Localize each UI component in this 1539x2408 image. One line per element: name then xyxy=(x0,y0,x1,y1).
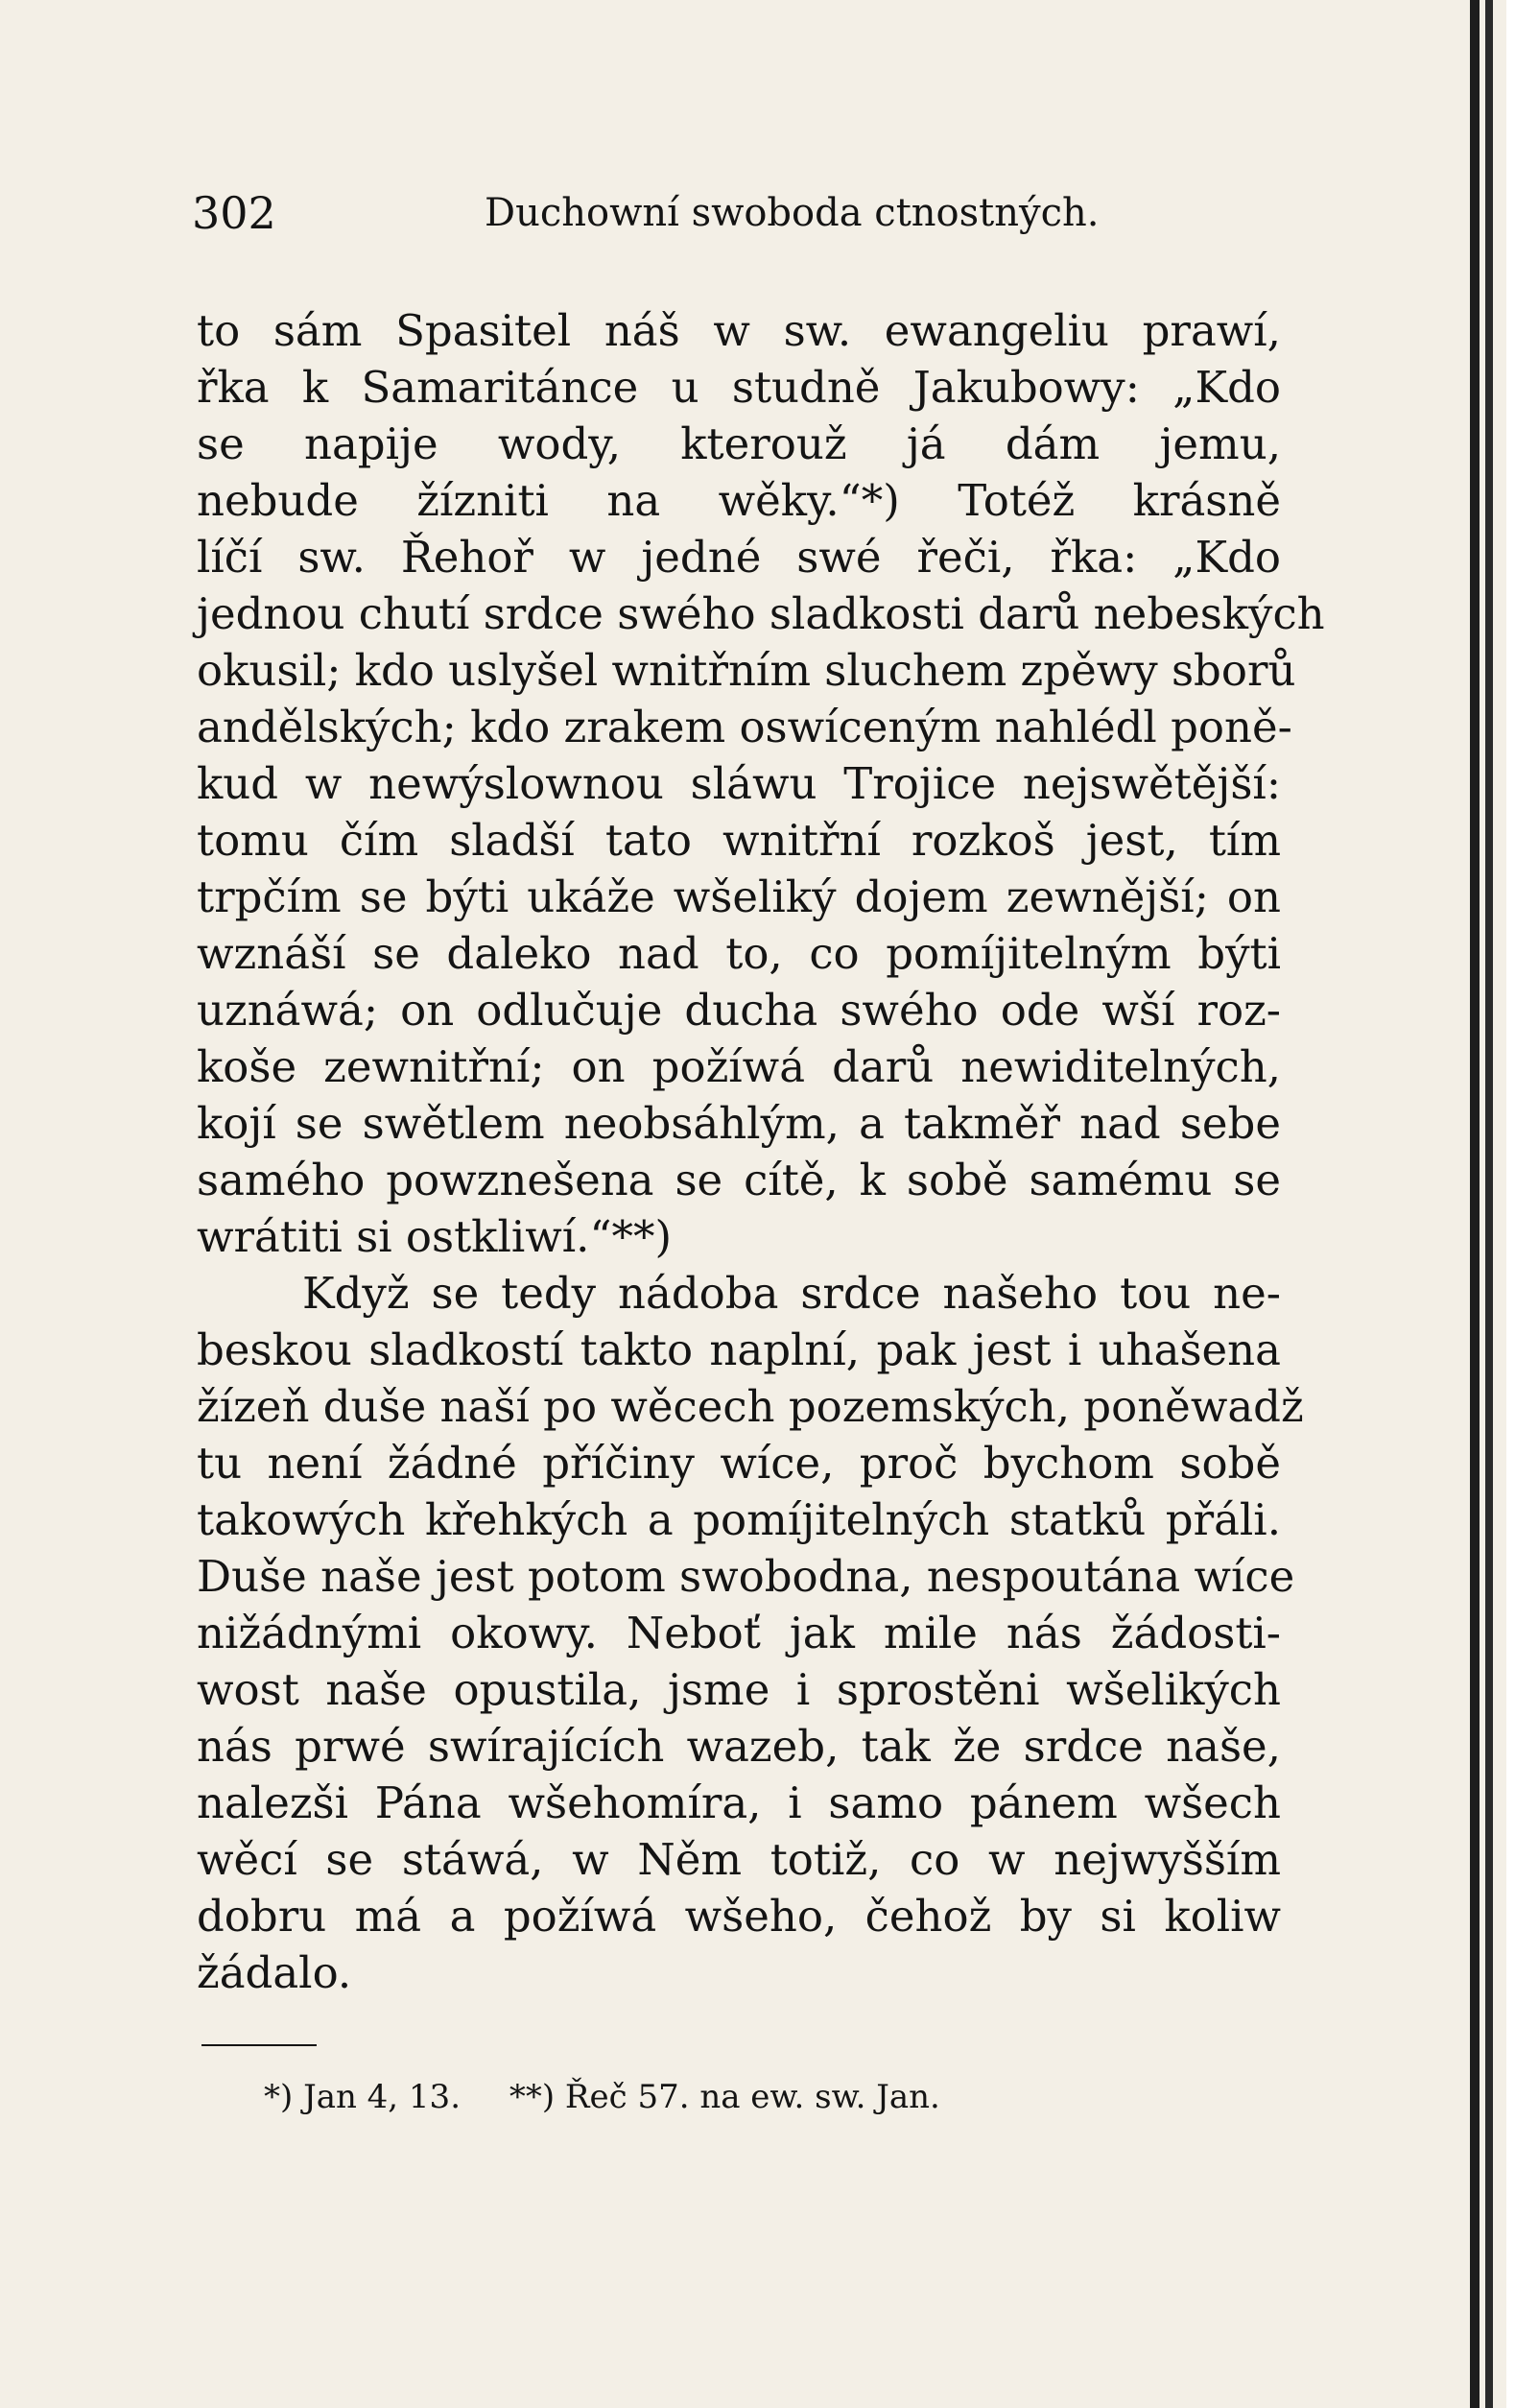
text-line: tomu čím sladší tato wnitřní rozkoš jest, tím xyxy=(197,815,1281,866)
text-line: beskou sladkostí takto naplní, pak jest i uhašena xyxy=(197,1324,1281,1375)
text-line: řka k Samaritánce u studně Jakubowy: „Kdo xyxy=(197,362,1281,413)
page-edge-shadow xyxy=(1485,0,1493,2408)
text-line: wznáší se daleko nad to, co pomíjitelným býti xyxy=(197,928,1281,979)
paragraph-end-line: žádalo. xyxy=(197,1947,352,1998)
text-line: tu není žádné příčiny wíce, proč bychom sobě xyxy=(197,1438,1281,1489)
text-line: jednou chutí srdce swého sladkosti darů nebeských xyxy=(197,588,1325,639)
text-line: žízeň duše naší po wěcech pozemských, poněwadž xyxy=(197,1381,1304,1432)
running-title: Duchowní swoboda ctnostných. xyxy=(485,191,1100,235)
footnote-1: *) Jan 4, 13. xyxy=(264,2078,461,2116)
footnote-2: **) Řeč 57. na ew. sw. Jan. xyxy=(509,2078,940,2116)
text-line: nás prwé swírajících wazeb, tak že srdce naše, xyxy=(197,1721,1281,1772)
paragraph-start-line: Když se tedy nádoba srdce našeho tou ne- xyxy=(302,1268,1281,1319)
text-line: nižádnými okowy. Neboť jak mile nás žádosti- xyxy=(197,1608,1281,1658)
text-line: trpčím se býti ukáže wšeliký dojem zewnější; on xyxy=(197,871,1281,922)
text-line: dobru má a požíwá wšeho, čehož by si koliw xyxy=(197,1891,1281,1942)
text-line: kojí se swětlem neobsáhlým, a takměř nad sebe xyxy=(197,1098,1281,1149)
paragraph-end-line: wrátiti si ostkliwí.“**) xyxy=(197,1211,672,1262)
text-line: andělských; kdo zrakem oswíceným nahlédl poně- xyxy=(197,702,1292,752)
text-line: Duše naše jest potom swobodna, nespoutána wíce xyxy=(197,1551,1295,1602)
text-line: kud w newýslownou sláwu Trojice nejswětější: xyxy=(197,758,1281,809)
text-line: takowých křehkých a pomíjitelných statků přáli. xyxy=(197,1494,1281,1545)
text-line: nebude žízniti na wěky.“*) Totéž krásně xyxy=(197,475,1281,526)
text-line: to sám Spasitel náš w sw. ewangeliu prawí, xyxy=(197,305,1281,356)
text-line: se napije wody, kterouž já dám jemu, xyxy=(197,418,1281,469)
page-number: 302 xyxy=(192,187,276,239)
page-edge-shadow xyxy=(1470,0,1480,2408)
text-line: wěcí se stáwá, w Něm totiž, co w nejwyšším xyxy=(197,1834,1281,1885)
text-line: nalezši Pána wšehomíra, i samo pánem wšech xyxy=(197,1777,1281,1828)
footnote-divider xyxy=(201,2044,317,2046)
text-line: líčí sw. Řehoř w jedné swé řeči, řka: „Kdo xyxy=(197,532,1281,583)
text-line: uznáwá; on odlučuje ducha swého ode wší roz- xyxy=(197,985,1281,1036)
text-line: okusil; kdo uslyšel wnitřním sluchem zpěwy sborů xyxy=(197,645,1296,696)
footnotes xyxy=(264,2078,940,2116)
text-line: koše zewnitřní; on požíwá darů newiditelných, xyxy=(197,1041,1281,1092)
text-line: samého powznešena se cítě, k sobě samému se xyxy=(197,1155,1281,1205)
body-text xyxy=(197,302,1325,2001)
page-header xyxy=(192,187,1276,254)
text-line: wost naše opustila, jsme i sprostěni wšelikých xyxy=(197,1664,1281,1715)
